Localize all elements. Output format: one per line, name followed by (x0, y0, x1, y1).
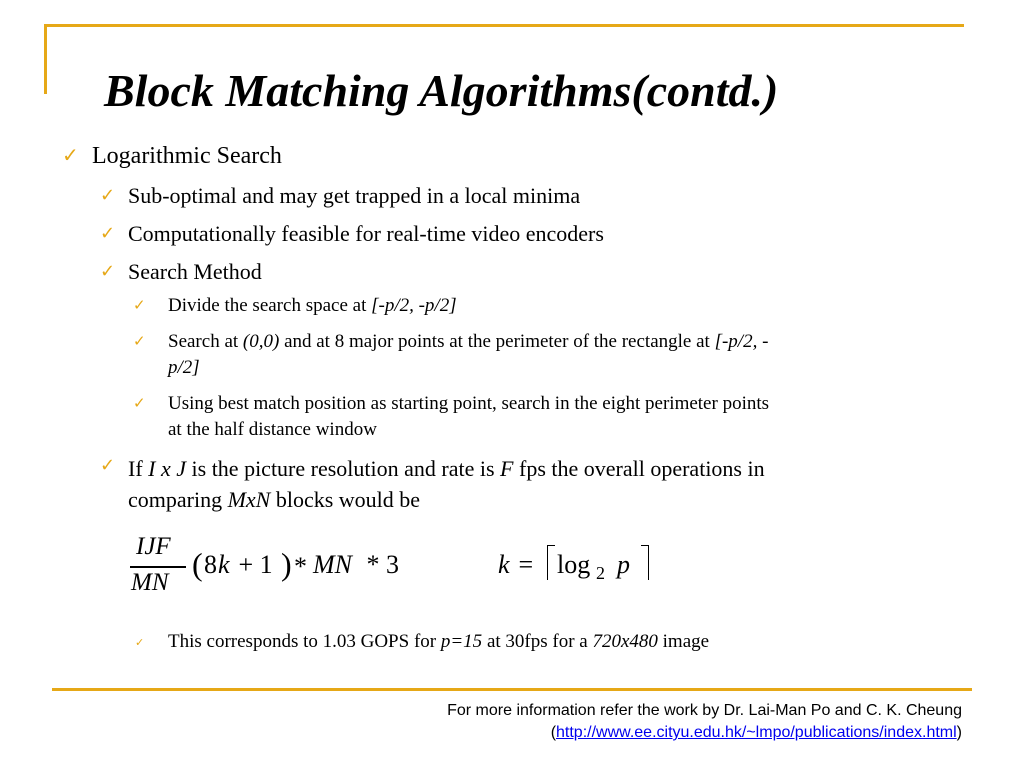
equation-multiply: * (294, 552, 307, 581)
footer-reference (447, 700, 962, 744)
checkmark-icon: ✓ (100, 185, 116, 206)
equation-mn: MN (313, 550, 352, 579)
equation-k: k (218, 550, 230, 579)
checkmark-icon: ✓ (135, 636, 145, 649)
checkmark-icon: ✓ (100, 261, 116, 282)
bullet-search-at-origin: Search at (0,0) and at 8 major points at the perimeter of the rectangle at [-p/2, - p/2] (168, 331, 769, 378)
equation-k-variable: k (498, 550, 510, 579)
fraction-bar (130, 566, 186, 568)
left-accent-line (44, 24, 47, 94)
footer-link-line: (http://www.ee.cityu.edu.hk/~lmpo/publications/index.html) (550, 724, 962, 741)
equation-close-paren: ) (281, 546, 292, 582)
bullet-sub-optimal: Sub-optimal and may get trapped in a local minima (128, 183, 581, 208)
bullet-picture-resolution: If I x J is the picture resolution and rate is F fps the overall operations in comparing MxN blocks would be (128, 456, 765, 512)
equation-plus-one: + 1 (232, 550, 273, 579)
bullet-divide-search-space: Divide the search space at [-p/2, -p/2] (168, 295, 457, 316)
slide-title: Block Matching Algorithms(contd.) (104, 65, 779, 116)
ceiling-right-bracket (641, 545, 649, 580)
checkmark-icon: ✓ (62, 143, 79, 167)
bullet-search-method: Search Method (128, 259, 262, 284)
checkmark-icon: ✓ (133, 394, 146, 412)
footer-text: For more information refer the work by Dr. Lai-Man Po and C. K. Cheung (447, 702, 962, 719)
checkmark-icon: ✓ (100, 223, 116, 244)
ceiling-left-bracket (547, 545, 555, 580)
bullet-best-match-position: Using best match position as starting point, search in the eight perimeter points at the half distance window (168, 393, 770, 440)
checkmark-icon: ✓ (133, 332, 146, 350)
equation-equals: = (512, 550, 534, 579)
equation-eight: 8 (204, 550, 217, 579)
publications-link[interactable]: http://www.ee.cityu.edu.hk/~lmpo/publications/index.html (556, 724, 957, 741)
bullet-computationally-feasible: Computationally feasible for real-time video encoders (128, 221, 604, 246)
footer-accent-line (52, 688, 972, 691)
top-accent-line (44, 24, 964, 27)
equation-p: p (617, 550, 630, 579)
equation-open-paren: ( (192, 546, 203, 582)
equation-numerator: IJF (136, 533, 171, 560)
equation-denominator: MN (131, 569, 169, 596)
equation-log-base: 2 (596, 563, 605, 583)
bullet-logarithmic-search: Logarithmic Search (92, 143, 282, 169)
checkmark-icon: ✓ (133, 296, 146, 314)
equation-times-three: * 3 (360, 550, 399, 579)
checkmark-icon: ✓ (100, 455, 116, 476)
equation-log: log (557, 550, 591, 579)
bullet-gops: This corresponds to 1.03 GOPS for p=15 at 30fps for a 720x480 image (168, 631, 710, 652)
